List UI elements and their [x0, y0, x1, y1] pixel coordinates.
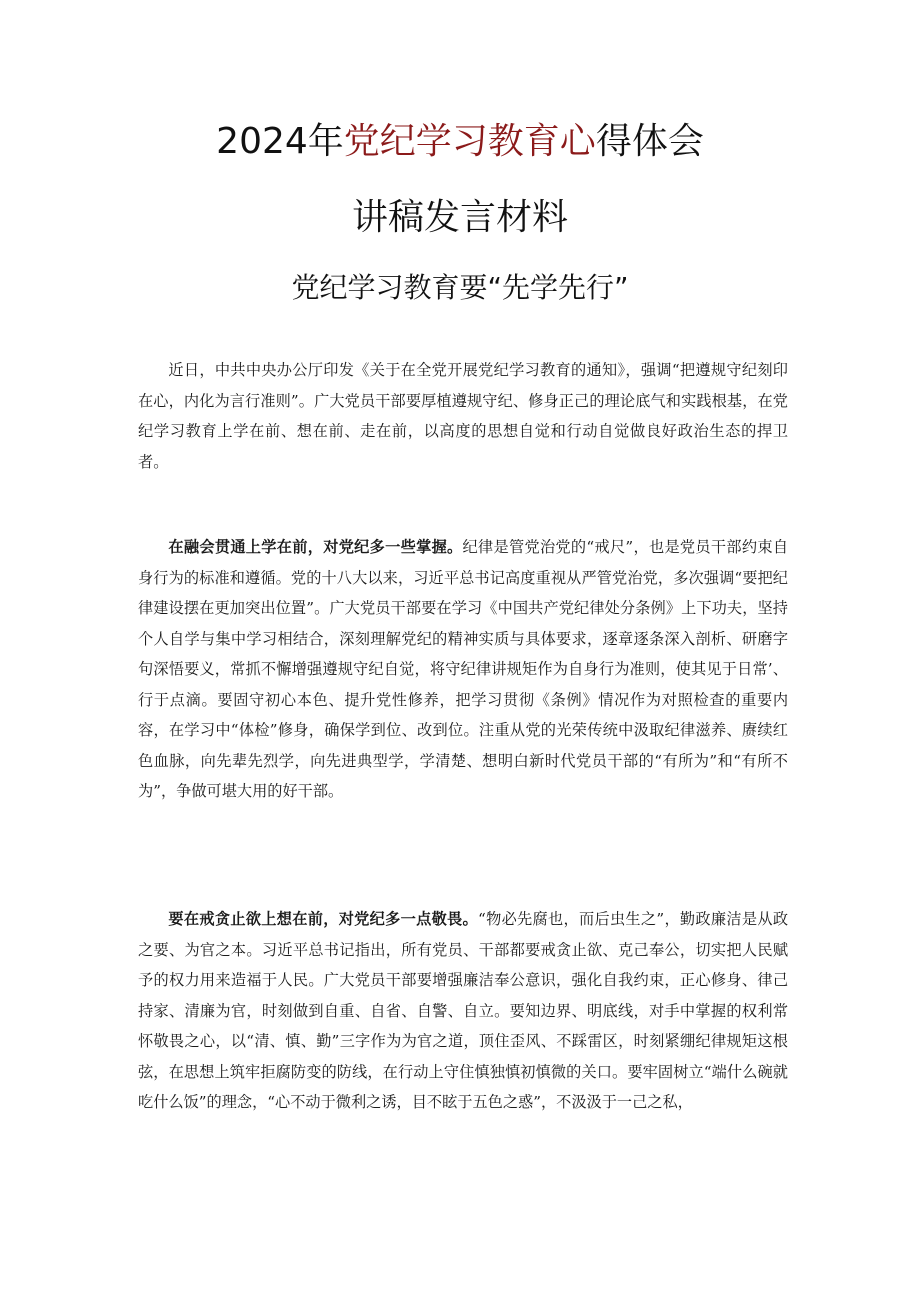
paragraph-body: 近日，中共中央办公厅印发《关于在全党开展党纪学习教育的通知》，强调“把遵规守纪刻印在心，内化为言行准则”。广大党员干部要厚植遵规守纪、修身正己的理论底气和实践根基，在党纪学习教育上学在前、想在前、走在前，以高度的思想自觉和行动自觉做良好政治生态的捍卫者。	[138, 361, 788, 471]
document-subtitle: 党纪学习教育要“先学先行”	[291, 271, 629, 304]
paragraph-think-first	[138, 904, 788, 1118]
title-accent-text: 党纪学习教育心	[343, 121, 596, 162]
document-title-line-2: 讲稿发言材料	[351, 197, 568, 238]
paragraph-intro	[138, 355, 788, 477]
title-suffix-text: 得体会	[595, 121, 704, 162]
paragraph-body: “物必先腐也，而后虫生之”，勤政廉洁是从政之要、为官之本。习近平总书记指出，所有党员、干部都要戒贪止欲、克己奉公，切实把人民赋予的权力用来造福于人民。广大党员干部要增强廉洁奉公意识，强化自我约束，正心修身、律己持家、清廉为官，时刻做到自重、自省、自警、自立。要知边界、明底线，对手中掌握的权利常怀敬畏之心，以“清、慎、勤”三字作为为官之道，顶住歪风、不踩雷区，时刻紧绷纪律规矩这根弦，在思想上筑牢拒腐防变的防线，在行动上守住慎独慎初慎微的关口。要牢固树立“端什么碗就吃什么饭”的理念，“心不动于微利之诱，目不眩于五色之惑”，不汲汲于一己之私，	[138, 910, 789, 1111]
paragraph-study-first	[138, 532, 788, 807]
paragraph-lead-heading: 要在戒贪止欲上想在前，对党纪多一点敬畏。	[168, 910, 479, 928]
paragraph-body: 纪律是管党治党的“戒尺”，也是党员干部约束自身行为的标准和遵循。党的十八大以来，习近平总书记高度重视从严管党治党，多次强调“要把纪律建设摆在更加突出位置”。广大党员干部要在学习《中国共产党纪律处分条例》上下功夫，坚持个人自学与集中学习相结合，深刻理解党纪的精神实质与具体要求，逐章逐条深入剖析、研磨字句深悟要义，常抓不懈增强遵规守纪自觉，将守纪律讲规矩作为自身行为准则，使其见于日常’、行于点滴。要固守初心本色、提升党性修养，把学习贯彻《条例》情况作为对照检查的重要内容，在学习中“体检”修身，确保学到位、改到位。注重从党的光荣传统中汲取纪律滋养、赓续红色血脉，向先辈先烈学，向先进典型学，学清楚、想明白新时代党员干部的“有所为”和“有所不为”，争做可堪大用的好干部。	[138, 538, 789, 800]
paragraph-lead-heading: 在融会贯通上学在前，对党纪多一些掌握。	[168, 538, 463, 556]
title-year-prefix: 2024年	[216, 121, 344, 162]
document-title-line-1	[0, 120, 920, 164]
